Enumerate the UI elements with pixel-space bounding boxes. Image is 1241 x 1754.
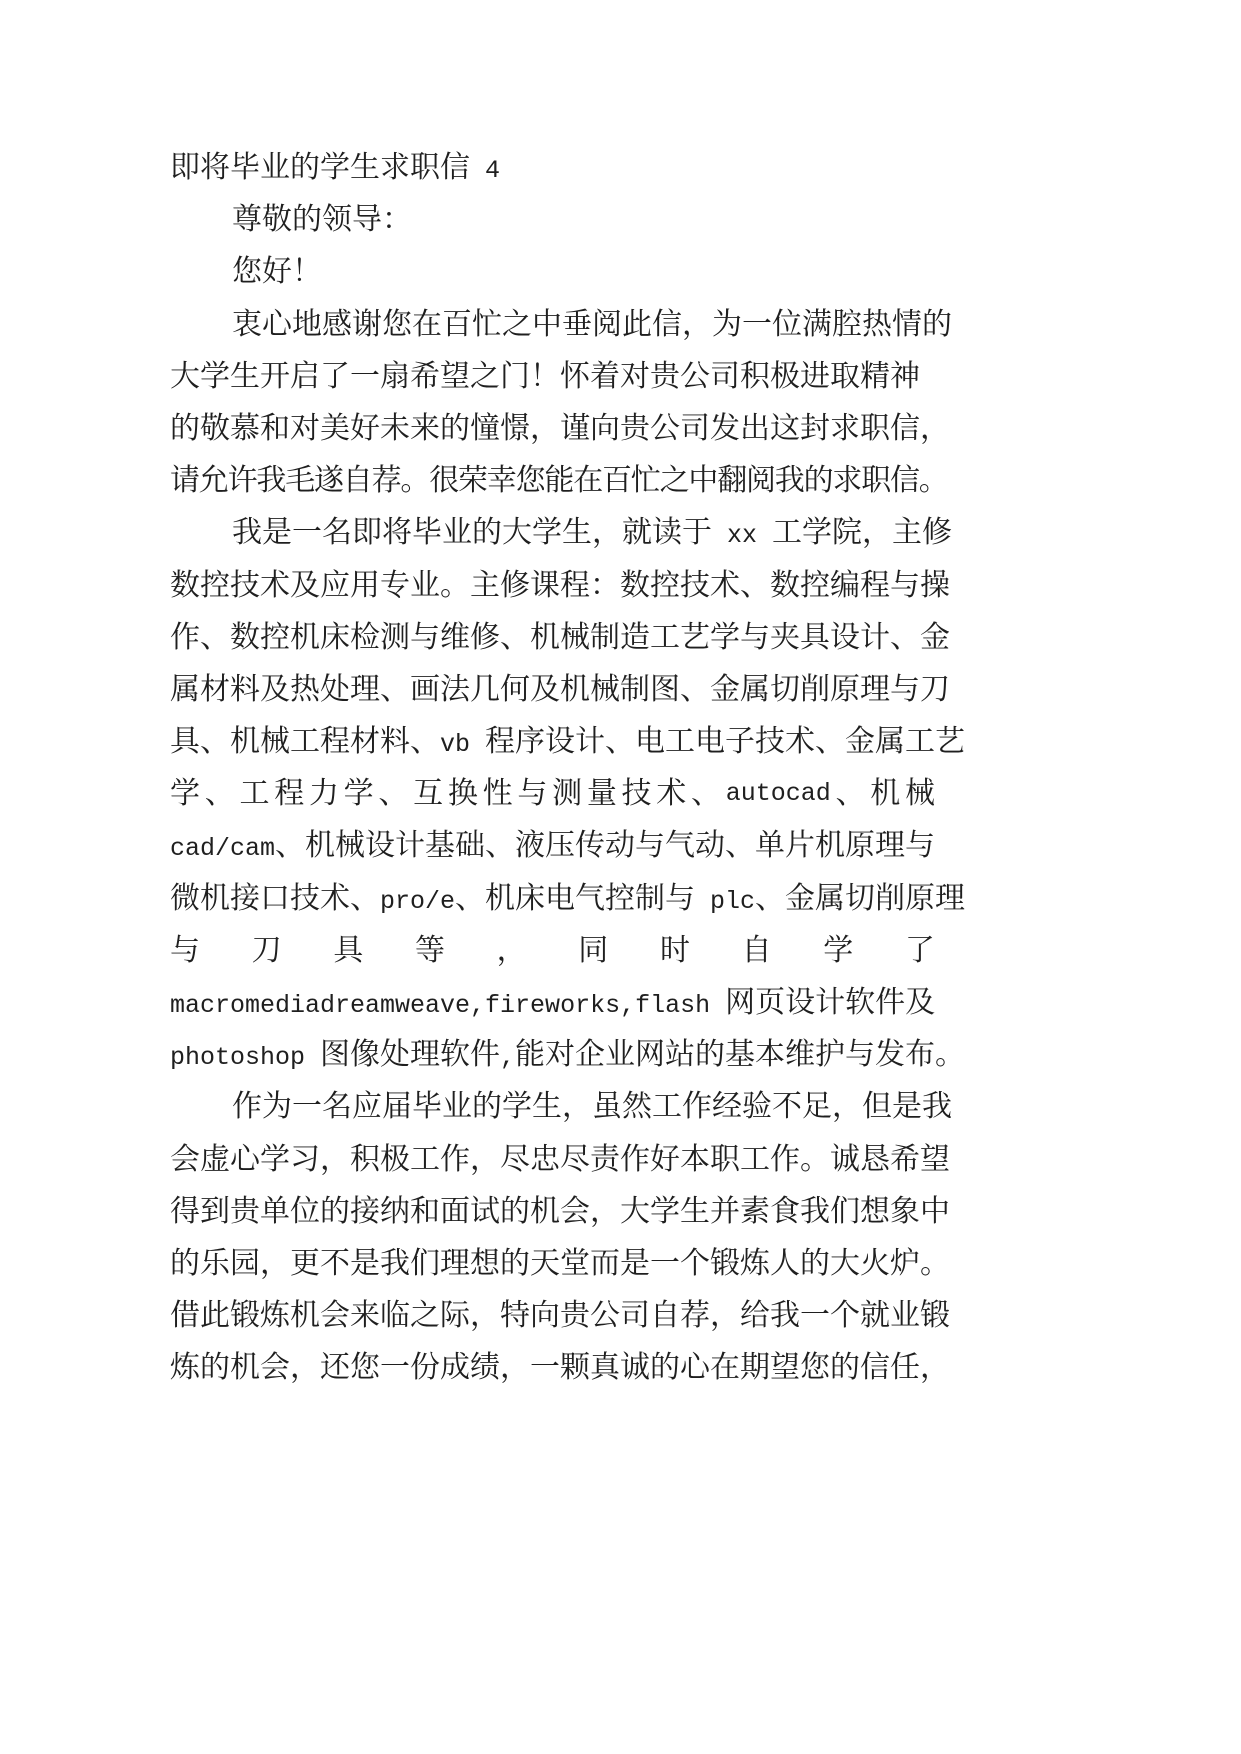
document-title: 即将毕业的学生求职信 4	[170, 150, 501, 185]
line-fragment: 刀	[251, 932, 282, 968]
latin-run: macromediadreamweave,fireworks,flash	[170, 991, 726, 1020]
line-fragment: ，	[496, 932, 527, 968]
body-text-line: 大学生开启了一扇希望之门！怀着对贵公司积极进取精神	[170, 358, 920, 394]
line-fragment: 学	[823, 932, 854, 968]
line-fragment: 术	[656, 776, 687, 812]
line-fragment: 程	[274, 776, 305, 812]
body-text-line: 属材料及热处理、画法几何及机械制图、金属切削原理与刀	[170, 671, 950, 707]
body-text-line: 请允许我毛遂自荐。很荣幸您能在百忙之中翻阅我的求职信。	[170, 463, 948, 499]
latin-run: ,	[500, 1043, 516, 1073]
line-fragment: 学	[170, 776, 200, 812]
document-page	[170, 142, 970, 1395]
latin-run: 4	[470, 156, 501, 185]
latin-run: plc	[695, 886, 756, 916]
line-fragment: 具	[333, 932, 364, 968]
body-text-line: 借此锻炼机会来临之际，特向贵公司自荐，给我一个就业锻	[170, 1298, 950, 1334]
body-text-line: photoshop 图像处理软件,能对企业网站的基本维护与发布。	[170, 1037, 966, 1073]
latin-run: photoshop	[170, 1043, 321, 1073]
line-fragment: 、	[691, 776, 722, 812]
line-fragment: 了	[904, 932, 935, 968]
line-fragment: 、	[835, 776, 866, 812]
body-text-line: 炼的机会，还您一份成绩，一颗真诚的心在期望您的信任，	[170, 1350, 950, 1386]
body-text-line	[170, 925, 935, 977]
line-fragment: 械	[904, 776, 935, 812]
line-fragment: 、	[204, 776, 235, 812]
body-text-line: 微机接口技术、pro/e、机床电气控制与 plc、金属切削原理	[170, 880, 966, 916]
line-fragment: 自	[741, 932, 772, 968]
latin-run: xx	[712, 521, 773, 551]
body-text-line: 数控技术及应用专业。主修课程：数控技术、数控编程与操	[170, 567, 950, 603]
body-text-line: 我是一名即将毕业的大学生，就读于 xx 工学院，主修	[232, 515, 953, 551]
line-fragment: 时	[659, 932, 690, 968]
line-fragment: 性	[482, 776, 513, 812]
line-fragment: 量	[586, 776, 617, 812]
line-fragment: autocad	[725, 779, 831, 809]
line-fragment: 、	[378, 776, 409, 812]
line-fragment: 机	[870, 776, 901, 812]
body-text-line: cad/cam、机械设计基础、液压传动与气动、单片机原理与	[170, 828, 936, 864]
body-text-line: 的乐园，更不是我们理想的天堂而是一个锻炼人的大火炉。	[170, 1245, 950, 1281]
body-text-line	[170, 768, 935, 820]
line-fragment: 等	[414, 932, 445, 968]
paragraph	[170, 507, 970, 1081]
body-text-line: 的敬慕和对美好未来的憧憬，谨向贵公司发出这封求职信，	[170, 410, 950, 446]
body-text-line: 会虚心学习，积极工作，尽忠尽责作好本职工作。诚恳希望	[170, 1141, 950, 1177]
latin-run: pro/e	[380, 886, 456, 916]
line-fragment: 测	[552, 776, 583, 812]
line-fragment: 学	[343, 776, 374, 812]
greeting: 您好！	[232, 254, 322, 290]
latin-run: vb	[440, 730, 486, 760]
line-fragment: 与	[517, 776, 548, 812]
body-text-line: 衷心地感谢您在百忙之中垂阅此信，为一位满腔热情的	[232, 306, 952, 342]
line-fragment: 换	[447, 776, 478, 812]
body-text-line: macromediadreamweave,fireworks,flash 网页设计软件及	[170, 985, 936, 1020]
paragraph	[170, 1081, 970, 1394]
line-fragment: 互	[413, 776, 444, 812]
line-fragment: 与	[170, 932, 200, 968]
body-text-line: 作、数控机床检测与维修、机械制造工艺学与夹具设计、金	[170, 619, 950, 655]
body-text-line: 作为一名应届毕业的学生，虽然工作经验不足，但是我	[232, 1089, 952, 1125]
line-fragment: 工	[239, 776, 270, 812]
latin-run: cad/cam	[170, 834, 276, 864]
salutation: 尊敬的领导：	[232, 202, 412, 238]
line-fragment: 技	[621, 776, 652, 812]
body-text-line: 得到贵单位的接纳和面试的机会，大学生并素食我们想象中	[170, 1193, 950, 1229]
paragraph	[170, 299, 970, 508]
line-fragment: 力	[308, 776, 339, 812]
line-fragment: 同	[578, 932, 609, 968]
body-text-line: 具、机械工程材料、vb 程序设计、电工电子技术、金属工艺	[170, 724, 966, 760]
